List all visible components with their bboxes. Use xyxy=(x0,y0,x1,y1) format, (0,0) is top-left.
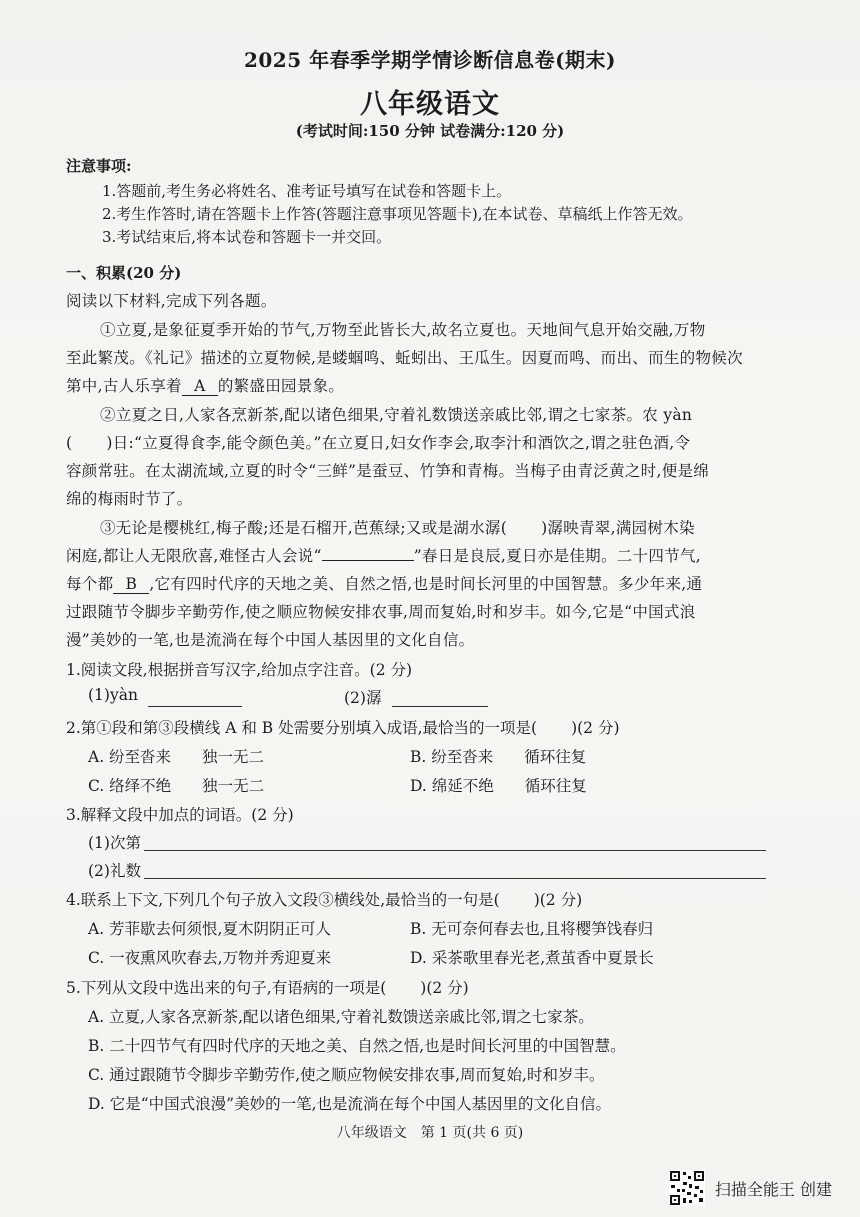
blank-b: B xyxy=(113,575,149,594)
question-1-part-b: (2)潺 xyxy=(344,689,382,707)
option-d: D. 绵延不绝 循环往复 xyxy=(410,777,587,795)
text-segment: 每个都 xyxy=(66,575,114,593)
text-segment: 5.下列从文段中选出来的句子,有语病的一项是( xyxy=(66,979,387,997)
paragraph-2-line: 绵的梅雨时节了。 xyxy=(66,490,193,508)
note-item: 3.考试结束后,将本试卷和答题卡一并交回。 xyxy=(102,228,392,246)
exam-title: 2025 年春季学期学情诊断信息卷(期末) xyxy=(243,48,617,72)
option-a: A. 纷至沓来 独一无二 xyxy=(88,748,265,766)
option-a: A. 芳菲歇去何须恨,夏木阴阴正可人 xyxy=(88,920,331,938)
option-b: B. 无可奈何春去也,且将樱笋饯春归 xyxy=(410,920,654,938)
page-footer: 八年级语文 第 1 页(共 6 页) xyxy=(336,1125,524,1141)
paragraph-1-line xyxy=(66,374,344,396)
answer-line xyxy=(148,706,242,707)
text-segment: 4.联系上下文,下列几个句子放入文段③横线处,最恰当的一句是( xyxy=(66,891,500,909)
text-segment: 第中,古人乐享着 xyxy=(66,377,182,395)
text-segment: ③无论是樱桃红,梅子酸;还是石榴开,芭蕉绿;又或是湖水潺( xyxy=(100,519,508,537)
paragraph-3-line xyxy=(100,516,695,538)
notes-heading: 注意事项: xyxy=(66,157,132,175)
paragraph-3-line xyxy=(66,572,702,594)
paragraph-2-line: ②立夏之日,人家各烹新茶,配以诸色细果,守着礼数馈送亲戚比邻,谓之七家茶。农 yàn xyxy=(100,406,693,424)
question-2-stem xyxy=(66,716,620,738)
answer-line xyxy=(392,706,488,707)
paragraph-3-line: 漫”美妙的一笔,也是流淌在每个中国人基因里的文化自信。 xyxy=(66,631,475,649)
text-segment: ,它有四时代序的天地之美、自然之悟,也是时间长河里的中国智慧。多少年来,通 xyxy=(149,575,703,593)
text-segment: 2.第①段和第③段横线 A 和 B 处需要分别填入成语,最恰当的一项是( xyxy=(66,719,538,737)
quote-blank xyxy=(322,560,414,561)
watermark-text: 扫描全能王 创建 xyxy=(714,1179,832,1199)
text-segment: )潺映青翠,满园树木染 xyxy=(541,519,695,537)
section-heading: 一、积累(20 分) xyxy=(66,264,182,282)
subject-title: 八年级语文 xyxy=(360,89,500,120)
text-segment: 的繁盛田园景象。 xyxy=(217,377,345,395)
option-c: C. 通过跟随节令脚步辛勤劳作,使之顺应物候安排农事,周而复始,时和岁丰。 xyxy=(88,1066,605,1084)
paragraph-1-line: 至此繁茂。《礼记》描述的立夏物候,是蝼蝈鸣、蚯蚓出、王瓜生。因夏而鸣、而出、而生的物候次 xyxy=(66,349,743,367)
paragraph-1-line: ①立夏,是象征夏季开始的节气,万物至此皆长大,故名立夏也。天地间气息开始交融,万物 xyxy=(100,321,706,339)
text-segment: )(2 分) xyxy=(533,891,583,909)
question-3-part-b: (2)礼数 xyxy=(88,862,141,880)
text-segment: )(2 分) xyxy=(420,979,469,997)
paragraph-2-line xyxy=(66,431,690,453)
scanner-watermark xyxy=(669,1170,832,1206)
paragraph-2-line: 容颜常驻。在太湖流域,立夏的时令“三鲜”是蚕豆、竹笋和青梅。当梅子由青泛黄之时,便是绵 xyxy=(66,462,710,480)
option-b: B. 纷至沓来 循环往复 xyxy=(410,748,587,766)
paragraph-3-line xyxy=(66,544,701,566)
reading-intro: 阅读以下材料,完成下列各题。 xyxy=(66,292,277,310)
question-1-stem: 1.阅读文段,根据拼音写汉字,给加点字注音。(2 分) xyxy=(66,661,413,679)
answer-line xyxy=(144,878,766,879)
text-segment: )日:“立夏得食李,能令颜色美。”在立夏日,妇女作李会,取李汁和酒饮之,谓之驻色酒,令 xyxy=(106,434,691,452)
option-c: C. 一夜熏风吹春去,万物并秀迎夏来 xyxy=(88,949,332,967)
note-item: 2.考生作答时,请在答题卡上作答(答题注意事项见答题卡),在本试卷、草稿纸上作答无效。 xyxy=(102,205,693,223)
text-segment: ”春日是良辰,夏日亦是佳期。二十四节气, xyxy=(413,547,701,565)
note-item: 1.答题前,考生务必将姓名、准考证号填写在试卷和答题卡上。 xyxy=(102,182,512,200)
exam-info: (考试时间:150 分钟 试卷满分:120 分) xyxy=(295,122,565,140)
option-d: D. 采茶歌里春光老,煮茧香中夏景长 xyxy=(410,949,654,967)
text-segment: 闲庭,都让人无限欣喜,难怪古人会说“ xyxy=(66,547,322,565)
question-4-stem xyxy=(66,888,582,910)
question-3-stem: 3.解释文段中加点的词语。(2 分) xyxy=(66,806,294,824)
option-d: D. 它是“中国式浪漫”美妙的一笔,也是流淌在每个中国人基因里的文化自信。 xyxy=(88,1095,612,1113)
text-segment: )(2 分) xyxy=(571,719,620,737)
paragraph-3-line: 过跟随节令脚步辛勤劳作,使之顺应物候安排农事,周而复始,时和岁丰。如今,它是“中国式浪 xyxy=(66,603,696,621)
option-b: B. 二十四节气有四时代序的天地之美、自然之悟,也是时间长河里的中国智慧。 xyxy=(88,1037,626,1055)
option-a: A. 立夏,人家各烹新茶,配以诸色细果,守着礼数馈送亲戚比邻,谓之七家茶。 xyxy=(88,1008,594,1026)
option-c: C. 络绎不绝 独一无二 xyxy=(88,777,265,795)
question-5-stem xyxy=(66,976,469,998)
question-3-part-a: (1)次第 xyxy=(88,834,141,852)
blank-a: A xyxy=(182,377,218,396)
question-1-part-a: (1)yàn xyxy=(88,686,138,704)
qr-code-icon xyxy=(669,1170,705,1206)
answer-line xyxy=(144,850,766,851)
paren-open: ( xyxy=(66,434,73,452)
